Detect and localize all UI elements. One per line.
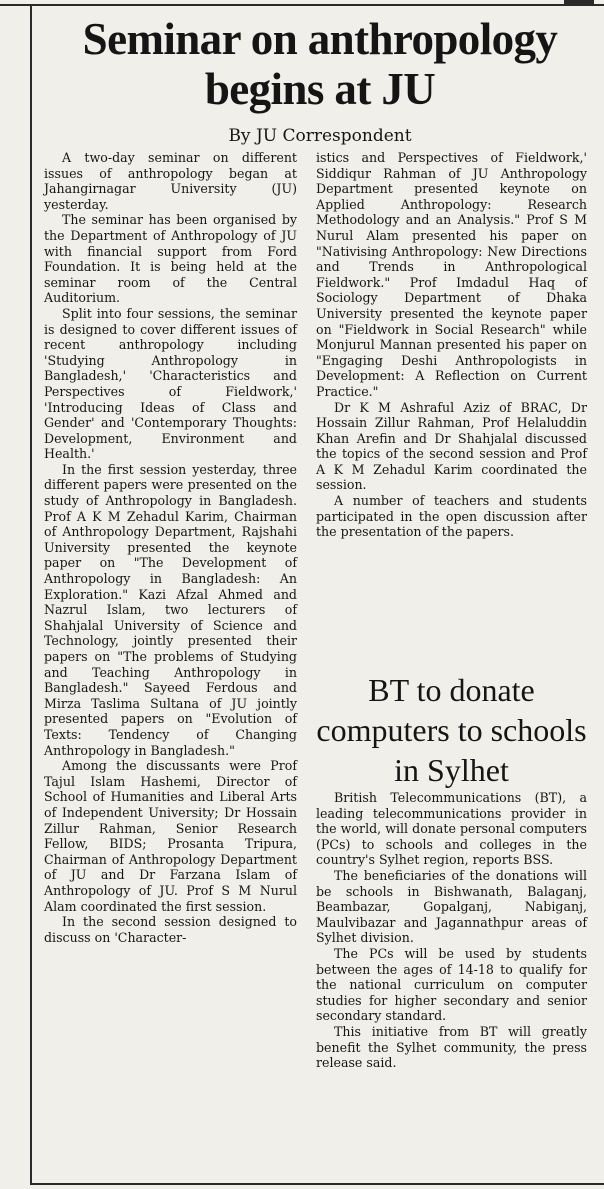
paragraph: In the first session yesterday, three different papers were presented on the study of Anthropology in Bangladesh. Prof A K M Zehadul Karim, Chairman of Anthropology Department, Rajshahi University presented the keynote paper on "The Development of Anthropology in Bangladesh: An Exploration." Kazi Afzal Ahmed and Nazrul Islam, two lecturers of Shahjalal University of Science and Technology, jointly presented their papers on "The problems of Studying and Teaching Anthropology in Bangladesh." Sayeed Ferdous and Mirza Taslima Sultana of JU jointly presented papers on "Evolution of Texts: Tendency of Changing Anthropology in Bangladesh." — [44, 461, 297, 758]
paragraph: The PCs will be used by students between the ages of 14-18 to qualify for the national curriculum on computer studies for higher secondary and senior secondary standard. — [316, 945, 587, 1024]
paragraph: The seminar has been organised by the Department of Anthropology of JU with financial support from Ford Foundation. It is being held at the seminar room of the Central Auditorium. — [44, 212, 297, 306]
paragraph: Split into four sessions, the seminar is designed to cover different issues of recent anthropology including 'Studying Anthropology in Bangladesh,' 'Characteristics and Perspectives of Fieldwork,' 'Introducing Ideas of Class and Gender' and 'Contemporary Thoughts: Development, Environment and Health.' — [44, 305, 297, 462]
left-column-rule — [30, 6, 32, 1183]
paragraph: British Telecommunications (BT), a leading telecommunications provider in the world, will donate personal computers (PCs) to schools and colleges in the country's Sylhet region, reports BSS. — [316, 790, 587, 868]
paragraph-continued: istics and Perspectives of Fieldwork,' Siddiqur Rahman of JU Anthropology Department presented keynote on Applied Anthropology: Research Methodology and an Analysis." Prof S M Nurul Alam presented his paper on "Nativising Anthropology: New Directions and Trends in Anthropological Fieldwork." Prof Imdadul Haq of Sociology Department of Dhaka University presented the keynote paper on "Fieldwork in Social Research" while Monjurul Mannan presented his paper on "Engaging Deshi Anthropologists in Development: A Reflection on Current Practice." — [316, 150, 587, 399]
article-headline: Seminar on anthropology begins at JU — [82, 14, 558, 114]
paragraph: A number of teachers and students participated in the open discussion after the presentation of the papers. — [316, 493, 587, 540]
paragraph: In the second session designed to discuss on 'Character- — [44, 914, 297, 945]
paragraph: This initiative from BT will greatly benefit the Sylhet community, the press release said. — [316, 1023, 587, 1071]
second-article-headline: BT to donate computers to schools in Sylhet — [316, 672, 587, 788]
second-article-body — [316, 790, 587, 1071]
left-column — [44, 150, 297, 945]
right-column — [316, 150, 587, 540]
paragraph: Dr K M Ashraful Aziz of BRAC, Dr Hossain Zillur Rahman, Prof Helaluddin Khan Arefin and Dr Shahjalal discussed the topics of the second session and Prof A K M Zehadul Karim coordinated the session. — [316, 399, 587, 493]
top-rule — [0, 4, 604, 6]
article-byline: By JU Correspondent — [228, 126, 412, 146]
paragraph: The beneficiaries of the donations will be schools in Bishwanath, Balaganj, Beambazar, Gopalganj, Nabiganj, Maulvibazar and Jagannathpur areas of Sylhet division. — [316, 867, 587, 946]
paragraph: Among the discussants were Prof Tajul Islam Hashemi, Director of School of Humanities and Liberal Arts of Independent University; Dr Hossain Zillur Rahman, Senior Research Fellow, BIDS; Prosanta Tripura, Chairman of Anthropology Department of JU and Dr Farzana Islam of Anthropology of JU. Prof S M Nurul Alam coordinated the first session. — [44, 758, 297, 914]
bottom-rule — [30, 1183, 604, 1185]
top-edge-mark — [564, 0, 594, 4]
paragraph: A two-day seminar on different issues of anthropology began at Jahangirnagar University (JU) yesterday. — [44, 150, 297, 212]
